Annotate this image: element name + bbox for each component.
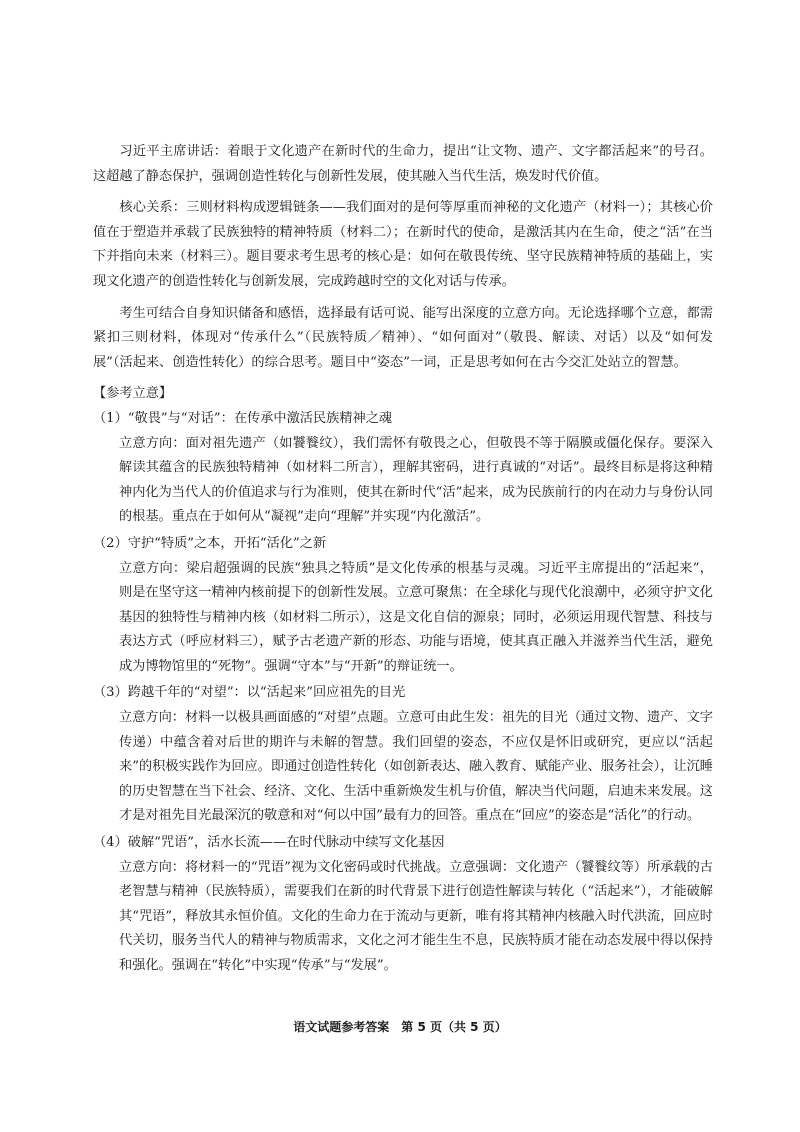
page-content — [93, 140, 713, 981]
intro-paragraph-core-relation: 核心关系：三则材料构成逻辑链条——我们面对的是何等厚重而神秘的文化遗产（材料一）；其核心价值在于塑造并承载了民族独特的精神特质（材料二）；在新时代的使命，是激活其内在生命，使之“活”在当下并指向未来（材料三）。题目要求考生思考的核心是：如何在敬畏传统、坚守民族精神特质的基础上，实现文化遗产的创造性转化与创新发展，完成跨越时空的文化对话与传承。 — [93, 200, 713, 289]
reference-ideas-heading: 【参考立意】 — [93, 386, 173, 402]
idea-item-2 — [93, 532, 713, 680]
intro-paragraph-speech: 习近平主席讲话：着眼于文化遗产在新时代的生命力，提出“让文物、遗产、文字都活起来”的号召。这超越了静态保护，强调创造性转化与创新性发展，使其融入当代生活，焕发时代价值。 — [93, 144, 713, 184]
idea-heading-2: （2）守护“特质”之本，开拓“活化”之新 — [93, 535, 327, 551]
idea-heading-3: （3）跨越千年的“对望”：以“活起来”回应祖先的目光 — [93, 685, 406, 701]
idea-item-1 — [93, 407, 713, 530]
idea-body-2: 立意方向：梁启超强调的民族“独具之特质”是文化传承的根基与灵魂。习近平主席提出的“活起来”，则是在坚守这一精神内核前提下的创新性发展。立意可聚焦：在全球化与现代化浪潮中，必须守护文化基因的独特性与精神内核（如材料二所示），这是文化自信的源泉；同时，必须运用现代智慧、科技与表达方式（呼应材料三），赋予古老遗产新的形态、功能与语境，使其真正融入并滋养当代生活，避免成为博物馆里的“死物”。强调“守本”与“开新”的辩证统一。 — [119, 560, 713, 674]
idea-body-3: 立意方向：材料一以极具画面感的“对望”点题。立意可由此生发：祖先的目光（通过文物、遗产、文字传递）中蕴含着对后世的期许与未解的智慧。我们回望的姿态，不应仅是怀旧或研究，更应以“活起来”的积极实践作为回应。即通过创造性转化（如创新表达、融入教育、赋能产业、服务社会），让沉睡的历史智慧在当下社会、经济、文化、生活中重新焕发生机与价值，解决当代问题，启迪未来发展。这才是对祖先目光最深沉的敬意和对“何以中国”最有力的回答。重点在“回应”的姿态是“活化”的行动。 — [119, 710, 713, 824]
intro-paragraph-guidance: 考生可结合自身知识储备和感悟，选择最有话可说、能写出深度的立意方向。无论选择哪个立意，都需紧扣三则材料，体现对“传承什么”（民族特质／精神）、“如何面对”（敬畏、解读、对话）以及“如何发展”（活起来、创造性转化）的综合思考。题目中“姿态”一词，正是思考如何在古今交汇处站立的智慧。 — [93, 305, 713, 370]
page-footer: 语文试题参考答案 第 5 页（共 5 页） — [293, 1020, 507, 1034]
idea-item-4 — [93, 831, 713, 979]
idea-body-1: 立意方向：面对祖先遗产（如饕餮纹），我们需怀有敬畏之心，但敬畏不等于隔膜或僵化保存。要深入解读其蕴含的民族独特精神（如材料二所言），理解其密码，进行真诚的“对话”。最终目标是将这种精神内化为当代人的价值追求与行为准则，使其在新时代“活”起来，成为民族前行的内在动力与身份认同的根基。重点在于如何从“凝视”走向“理解”并实现“内化激活”。 — [119, 435, 713, 525]
idea-item-3 — [93, 681, 713, 829]
idea-heading-1: （1）“敬畏”与“对话”：在传承中激活民族精神之魂 — [93, 410, 393, 426]
idea-heading-4: （4）破解“咒语”，活水长流——在时代脉动中续写文化基因 — [93, 835, 445, 851]
idea-body-4: 立意方向：将材料一的“咒语”视为文化密码或时代挑战。立意强调：文化遗产（饕餮纹等）所承载的古老智慧与精神（民族特质），需要我们在新的时代背景下进行创造性解读与转化（“活起来”），才能破解其“咒语”，释放其永恒价值。文化的生命力在于流动与更新，唯有将其精神内核融入时代洪流，回应时代关切，服务当代人的精神与物质需求，文化之河才能生生不息，民族特质才能在动态发展中得以保持和强化。强调在“转化”中实现“传承”与“发展”。 — [119, 859, 713, 973]
